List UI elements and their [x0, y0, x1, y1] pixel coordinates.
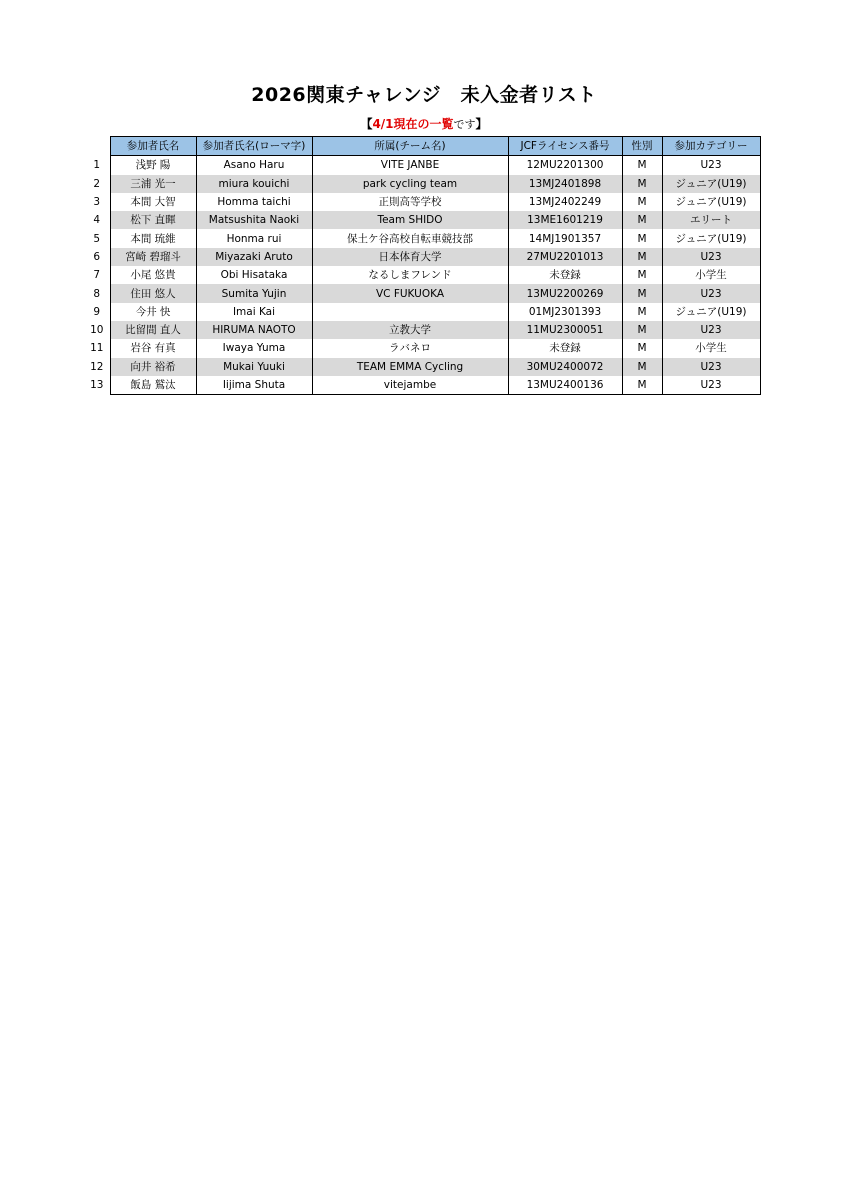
- sex: M: [622, 303, 662, 321]
- team-name: 保土ケ谷高校自転車競技部: [312, 229, 508, 247]
- header-name-roman: 参加者氏名(ローマ字): [196, 137, 312, 156]
- category: 小学生: [662, 266, 760, 284]
- participant-name: 岩谷 有真: [110, 339, 196, 357]
- team-name: ラバネロ: [312, 339, 508, 357]
- participant-name-roman: Sumita Yujin: [196, 284, 312, 302]
- category: U23: [662, 321, 760, 339]
- license-number: 13MJ2401898: [508, 175, 622, 193]
- license-number: 01MJ2301393: [508, 303, 622, 321]
- table-row: [84, 193, 760, 211]
- page-title: 2026関東チャレンジ 未入金者リスト: [251, 84, 597, 106]
- row-number: 12: [84, 358, 110, 376]
- header-sex: 性別: [622, 137, 662, 156]
- subtitle-date-highlight: 4/1現在の一覧: [372, 117, 454, 131]
- sex: M: [622, 321, 662, 339]
- team-name: VITE JANBE: [312, 156, 508, 175]
- license-number: 未登録: [508, 266, 622, 284]
- team-name: park cycling team: [312, 175, 508, 193]
- row-number: 2: [84, 175, 110, 193]
- table-body: [84, 156, 760, 395]
- page-subtitle: [0, 115, 848, 132]
- license-number: 11MU2300051: [508, 321, 622, 339]
- row-number: 3: [84, 193, 110, 211]
- subtitle-close-bracket: 】: [475, 117, 488, 131]
- sex: M: [622, 229, 662, 247]
- table-row: [84, 339, 760, 357]
- license-number: 未登録: [508, 339, 622, 357]
- category: U23: [662, 156, 760, 175]
- participant-name-roman: miura kouichi: [196, 175, 312, 193]
- participant-name-roman: Iijima Shuta: [196, 376, 312, 395]
- sex: M: [622, 156, 662, 175]
- category: ジュニア(U19): [662, 193, 760, 211]
- participant-name: 本間 琉維: [110, 229, 196, 247]
- sex: M: [622, 284, 662, 302]
- participant-name-roman: Imai Kai: [196, 303, 312, 321]
- category: エリート: [662, 211, 760, 229]
- table-row: [84, 358, 760, 376]
- participant-name: 飯島 鷲汰: [110, 376, 196, 395]
- sex: M: [622, 339, 662, 357]
- table-header-row: [84, 137, 760, 156]
- table-row: [84, 376, 760, 395]
- team-name: vitejambe: [312, 376, 508, 395]
- table-row: [84, 303, 760, 321]
- participant-name-roman: Honma rui: [196, 229, 312, 247]
- category: ジュニア(U19): [662, 229, 760, 247]
- row-number: 11: [84, 339, 110, 357]
- category: 小学生: [662, 339, 760, 357]
- participant-name-roman: Miyazaki Aruto: [196, 248, 312, 266]
- table-row: [84, 284, 760, 302]
- row-number: 8: [84, 284, 110, 302]
- category: ジュニア(U19): [662, 303, 760, 321]
- table-row: [84, 321, 760, 339]
- row-number: 5: [84, 229, 110, 247]
- license-number: 13MJ2402249: [508, 193, 622, 211]
- sex: M: [622, 193, 662, 211]
- header-name: 参加者氏名: [110, 137, 196, 156]
- participant-name-roman: Matsushita Naoki: [196, 211, 312, 229]
- table-row: [84, 229, 760, 247]
- unpaid-participants-table: [84, 136, 761, 395]
- participant-name-roman: HIRUMA NAOTO: [196, 321, 312, 339]
- participant-name-roman: Obi Hisataka: [196, 266, 312, 284]
- header-license: JCFライセンス番号: [508, 137, 622, 156]
- sex: M: [622, 211, 662, 229]
- row-number: 10: [84, 321, 110, 339]
- participant-name-roman: Iwaya Yuma: [196, 339, 312, 357]
- participant-name-roman: Asano Haru: [196, 156, 312, 175]
- category: U23: [662, 376, 760, 395]
- subtitle-open-bracket: 【: [360, 117, 373, 131]
- team-name: 立教大学: [312, 321, 508, 339]
- participant-name: 本間 大智: [110, 193, 196, 211]
- row-number: 4: [84, 211, 110, 229]
- license-number: 13MU2200269: [508, 284, 622, 302]
- row-number: 1: [84, 156, 110, 175]
- header-team: 所属(チーム名): [312, 137, 508, 156]
- team-name: Team SHIDO: [312, 211, 508, 229]
- participant-name: 松下 直暉: [110, 211, 196, 229]
- table-row: [84, 266, 760, 284]
- team-name: 正則高等学校: [312, 193, 508, 211]
- participant-name: 比留間 直人: [110, 321, 196, 339]
- category: U23: [662, 358, 760, 376]
- category: U23: [662, 248, 760, 266]
- row-number: 7: [84, 266, 110, 284]
- license-number: 27MU2201013: [508, 248, 622, 266]
- table-row: [84, 175, 760, 193]
- row-number: 13: [84, 376, 110, 395]
- team-name: TEAM EMMA Cycling: [312, 358, 508, 376]
- participant-name: 小尾 悠貴: [110, 266, 196, 284]
- license-number: 12MU2201300: [508, 156, 622, 175]
- participant-name: 今井 快: [110, 303, 196, 321]
- participant-name: 住田 悠人: [110, 284, 196, 302]
- sex: M: [622, 266, 662, 284]
- team-name: 日本体育大学: [312, 248, 508, 266]
- team-name: なるしまフレンド: [312, 266, 508, 284]
- row-number: 6: [84, 248, 110, 266]
- sex: M: [622, 175, 662, 193]
- license-number: 30MU2400072: [508, 358, 622, 376]
- sex: M: [622, 358, 662, 376]
- participant-name: 浅野 陽: [110, 156, 196, 175]
- sex: M: [622, 248, 662, 266]
- license-number: 13ME1601219: [508, 211, 622, 229]
- participant-name: 向井 裕希: [110, 358, 196, 376]
- category: ジュニア(U19): [662, 175, 760, 193]
- subtitle-suffix: です: [453, 118, 476, 131]
- license-number: 14MJ1901357: [508, 229, 622, 247]
- team-name: [312, 303, 508, 321]
- license-number: 13MU2400136: [508, 376, 622, 395]
- table-row: [84, 156, 760, 175]
- category: U23: [662, 284, 760, 302]
- participant-name: 三浦 光一: [110, 175, 196, 193]
- participant-name: 宮崎 碧瑠斗: [110, 248, 196, 266]
- table-row: [84, 248, 760, 266]
- table-row: [84, 211, 760, 229]
- row-number: 9: [84, 303, 110, 321]
- participant-name-roman: Homma taichi: [196, 193, 312, 211]
- sex: M: [622, 376, 662, 395]
- header-category: 参加カテゴリー: [662, 137, 760, 156]
- header-row-number: [84, 137, 110, 156]
- participant-name-roman: Mukai Yuuki: [196, 358, 312, 376]
- team-name: VC FUKUOKA: [312, 284, 508, 302]
